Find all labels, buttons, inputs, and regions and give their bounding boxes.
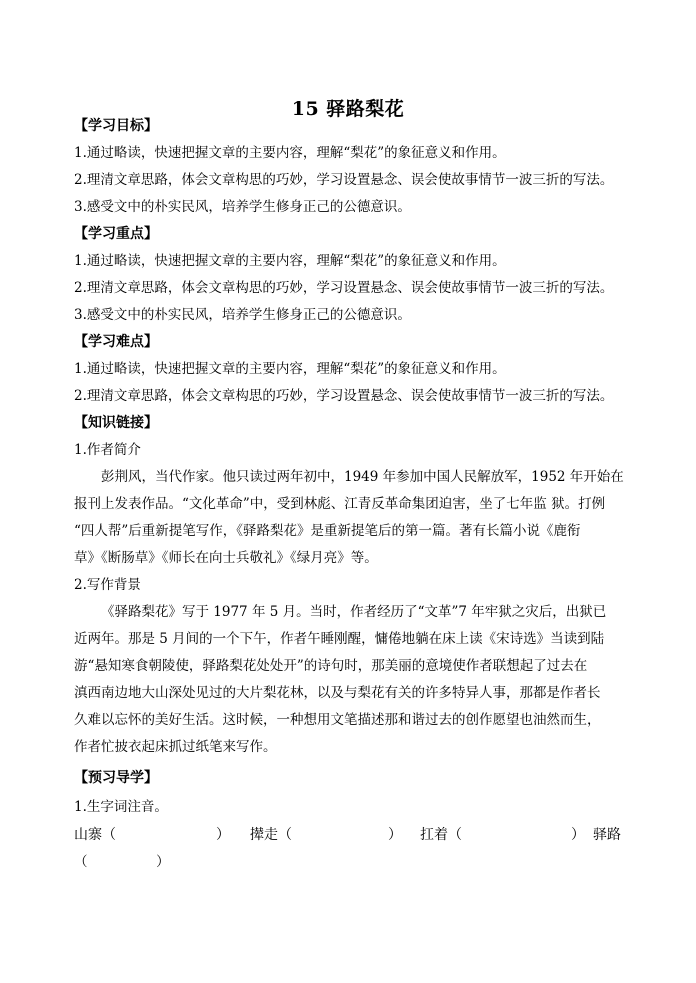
background-title: 2.写作背景	[74, 577, 141, 593]
background-line: 近两年。那是 5 月间的一个下午，作者午睡刚醒，慵倦地躺在床上读《宋诗选》当读到陆	[74, 631, 605, 647]
difficulty-item: 2.理清文章思路，体会文章构思的巧妙，学习设置悬念、误会使故事情节一波三折的写法。	[74, 388, 614, 404]
section-heading-preview: 【预习导学】	[74, 770, 158, 786]
key-point-item: 3.感受文中的朴实民风，培养学生修身正己的公德意识。	[74, 307, 411, 323]
key-point-item: 1.通过略读，快速把握文章的主要内容，理解“梨花”的象征意义和作用。	[74, 253, 506, 269]
objective-item: 2.理清文章思路，体会文章构思的巧妙，学习设置悬念、误会使故事情节一波三折的写法。	[74, 172, 614, 188]
section-heading-key-points: 【学习重点】	[74, 226, 158, 242]
blank-close: ）	[388, 827, 402, 843]
author-intro-line: 报刊上发表作品。“文化革命”中，受到林彪、江青反革命集团迫害，坐了七年监 狱。打例	[74, 496, 606, 512]
section-heading-objectives: 【学习目标】	[74, 118, 158, 134]
author-intro-title: 1.作者简介	[74, 442, 141, 458]
author-intro-line: 彭荆风，当代作家。他只读过两年初中，1949 年参加中国人民解放军，1952 年开始在	[101, 469, 624, 485]
background-line: 久难以忘怀的美好生活。这时候，一种想用文笔描述那和谐过去的创作愿望也油然而生，	[74, 712, 601, 728]
section-heading-knowledge: 【知识链接】	[74, 415, 158, 431]
word-label: 山寨（	[74, 827, 116, 843]
key-point-item: 2.理清文章思路，体会文章构思的巧妙，学习设置悬念、误会使故事情节一波三折的写法。	[74, 280, 614, 296]
preview-item-1: 1.生字词注音。	[74, 799, 168, 815]
difficulty-item: 1.通过略读，快速把握文章的主要内容，理解“梨花”的象征意义和作用。	[74, 361, 506, 377]
word-label: 驿路	[593, 827, 621, 843]
background-line: 滇西南边地大山深处见过的大片梨花林，以及与梨花有关的许多特异人事，那都是作者长	[74, 685, 601, 701]
author-intro-line: “四人帮”后重新提笔写作，《驿路梨花》是重新提笔后的第一篇。著有长篇小说《鹿衔	[74, 523, 581, 539]
word-label: 扛着（	[420, 827, 462, 843]
author-intro-line: 草》《断肠草》《师长在向士兵敬礼》《绿月亮》等。	[74, 550, 378, 566]
page-title: 15 驿路梨花	[291, 98, 405, 120]
blank-close: ）	[216, 827, 230, 843]
pinyin-blank-last: （ ）	[74, 854, 170, 870]
word-label: 撵走（	[250, 827, 292, 843]
section-heading-difficulties: 【学习难点】	[74, 334, 158, 350]
objective-item: 1.通过略读，快速把握文章的主要内容，理解“梨花”的象征意义和作用。	[74, 145, 506, 161]
background-line: 作者忙披衣起床抓过纸笔来写作。	[74, 739, 277, 755]
background-line: 游“悬知寒食朝陵使，驿路梨花处处开”的诗句时，那美丽的意境使作者联想起了过去在	[74, 658, 588, 674]
blank-close: ）	[571, 827, 585, 843]
background-line: 《驿路梨花》写于 1977 年 5 月。当时，作者经历了“文革”7 年牢狱之灾后，出狱已	[101, 604, 607, 620]
objective-item: 3.感受文中的朴实民风，培养学生修身正己的公德意识。	[74, 199, 411, 215]
